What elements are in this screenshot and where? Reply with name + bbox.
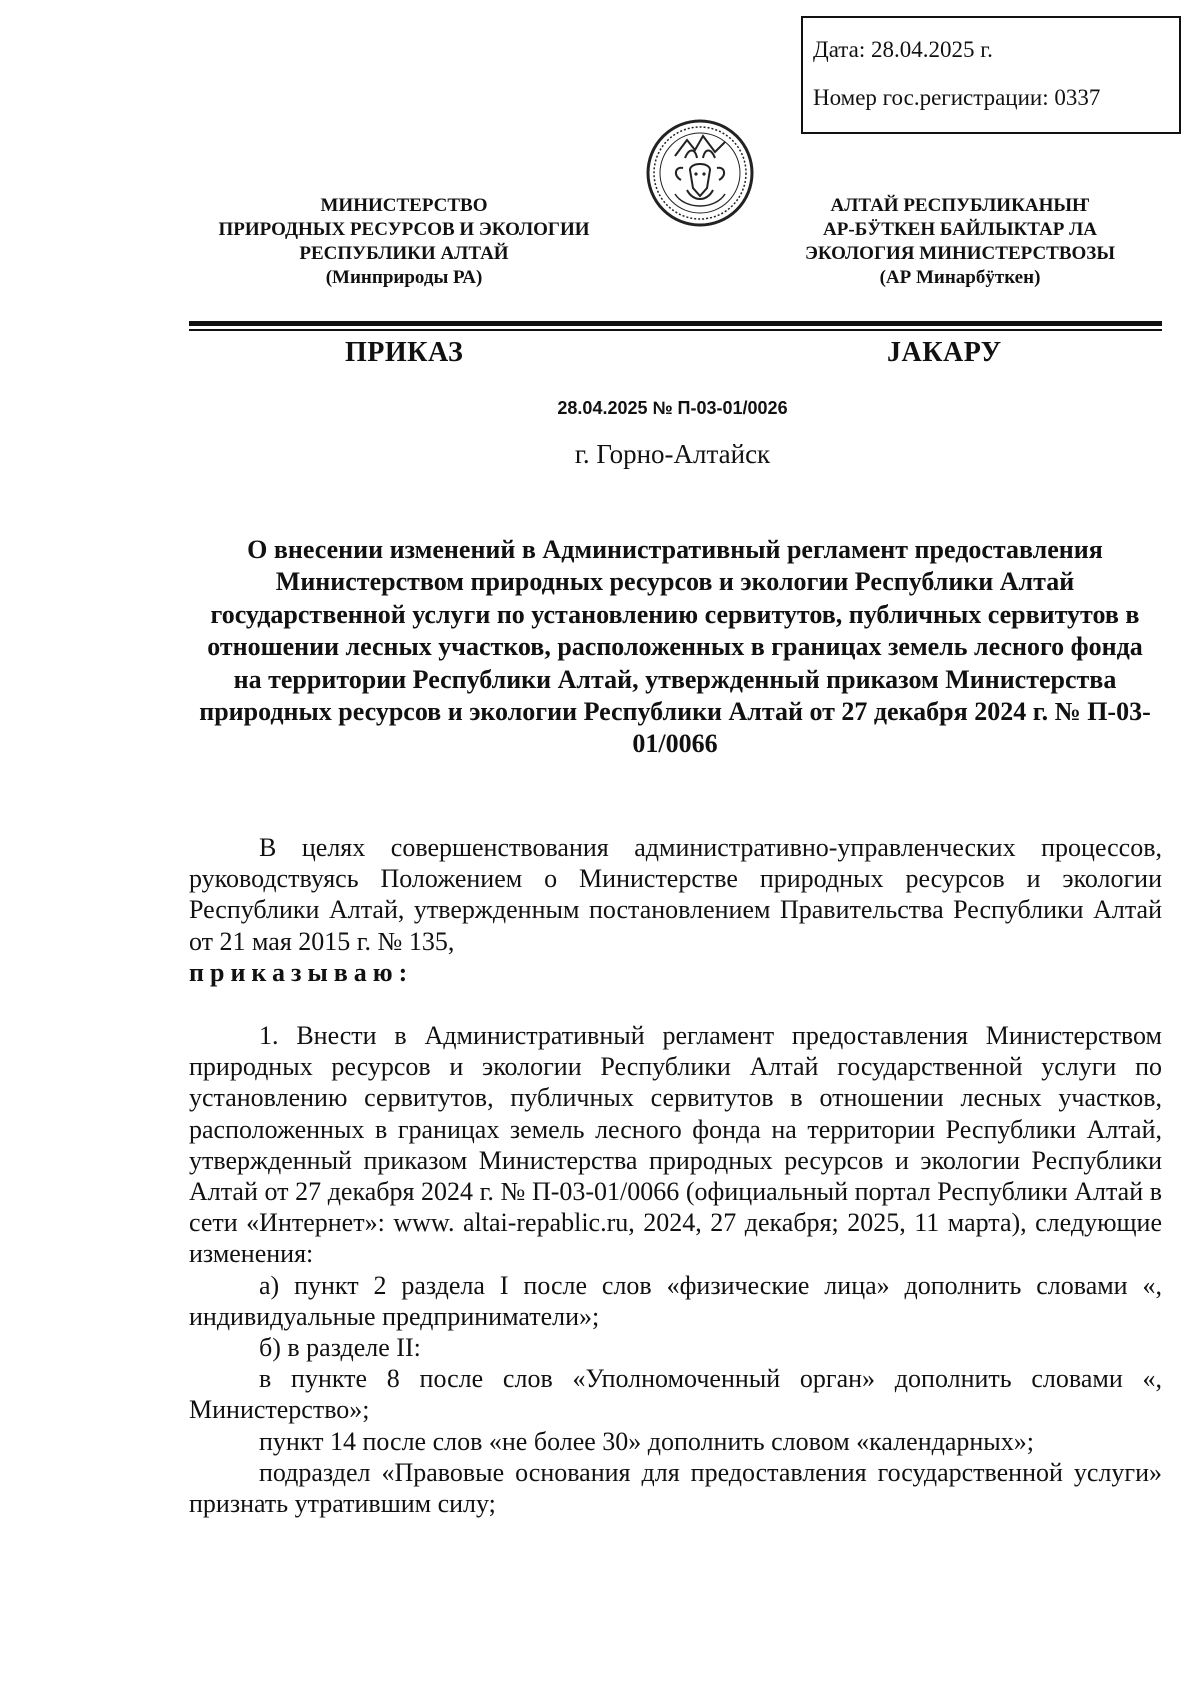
item-a-paragraph: а) пункт 2 раздела I после слов «физические лица» дополнить словами «, индивидуальные предприниматели»; — [189, 1270, 1162, 1331]
registration-number — [813, 84, 1179, 112]
preamble-paragraph: В целях совершенствования административно-управленческих процессов, руководствуясь Положением о Министерстве природных ресурсов и экологии Республики Алтай, утвержденным постановлением Правительства Республики Алтай от 21 мая 2015 г. № 135, — [189, 833, 1162, 956]
ministry-right-line3: ЭКОЛОГИЯ МИНИСТЕРСТВОЗЫ — [804, 243, 1115, 264]
doc-type-russian: ПРИКАЗ — [345, 337, 464, 368]
registration-date-value: : 28.04.2025 г. — [858, 37, 993, 62]
paragraph-spacer — [189, 988, 1162, 1020]
item-b-paragraph: б) в разделе II: — [259, 1333, 421, 1363]
header-divider-thick — [189, 321, 1162, 326]
header-divider-thin — [189, 329, 1162, 331]
ministry-name-russian — [205, 194, 603, 290]
decree-word: приказываю: — [189, 957, 414, 987]
registration-date-label: Дата — [813, 37, 859, 62]
order-number: 28.04.2025 № П-03-01/0026 — [557, 398, 788, 418]
ministry-left-line2: ПРИРОДНЫХ РЕСУРСОВ И ЭКОЛОГИИ — [218, 219, 590, 240]
city: г. Горно-Алтайск — [574, 439, 771, 469]
registration-date — [813, 36, 1179, 64]
document-title: О внесении изменений в Административный регламент предоставления Министерством природных ресурсов и экологии Республики Алтай государственной услуги по установлению сервитутов, публичных сервитутов в отношении лесных участков, расположенных в границах земель лесного фонда на территории Республики Алтай, утвержденный приказом Министерства природных ресурсов и экологии Республики Алтай от 27 декабря 2024 г. № П-03-01/0066 — [199, 535, 1151, 759]
ministry-name-altai — [760, 194, 1160, 290]
registration-box — [801, 16, 1181, 134]
registration-number-value: : 0337 — [1042, 85, 1101, 110]
doc-type-altai: ЈАКАРУ — [887, 337, 1002, 368]
registration-number-label: Номер гос.регистрации — [813, 85, 1043, 110]
ministry-left-line3: РЕСПУБЛИКИ АЛТАЙ — [299, 243, 509, 264]
altai-republic-emblem-icon — [645, 118, 755, 228]
item-b2-paragraph: пункт 14 после слов «не более 30» дополнить словом «календарных»; — [259, 1426, 1034, 1456]
ministry-right-line1: АЛТАЙ РЕСПУБЛИКАНЫҤ — [830, 195, 1090, 216]
item-1-paragraph: 1. Внести в Административный регламент предоставления Министерством природных ресурсов и экологии Республики Алтай государственной услуги по установлению сервитутов, публичных сервитутов в отношении лесных участков, расположенных в границах земель лесного фонда на территории Республики Алтай, утвержденный приказом Министерства природных ресурсов и экологии Республики Алтай от 27 декабря 2024 г. № П-03-01/0066 (официальный портал Республики Алтай в сети «Интернет»: www. altai-repablic.ru, 2024, 27 декабря; 2025, 11 марта), следующие изменения: — [189, 1021, 1162, 1269]
ministry-left-line1: МИНИСТЕРСТВО — [320, 195, 488, 216]
ministry-right-short: (АР Минарбӱткен) — [879, 267, 1041, 288]
document-body — [189, 832, 1162, 1519]
ministry-right-line2: АР-БӰТКЕН БАЙЛЫКТАР ЛА — [823, 219, 1097, 240]
item-b1-paragraph: в пункте 8 после слов «Уполномоченный орган» дополнить словами «, Министерство»; — [189, 1364, 1162, 1425]
item-b3-paragraph: подраздел «Правовые основания для предоставления государственной услуги» признать утратившим силу; — [189, 1457, 1162, 1519]
ministry-left-short: (Минприроды РА) — [325, 267, 483, 288]
